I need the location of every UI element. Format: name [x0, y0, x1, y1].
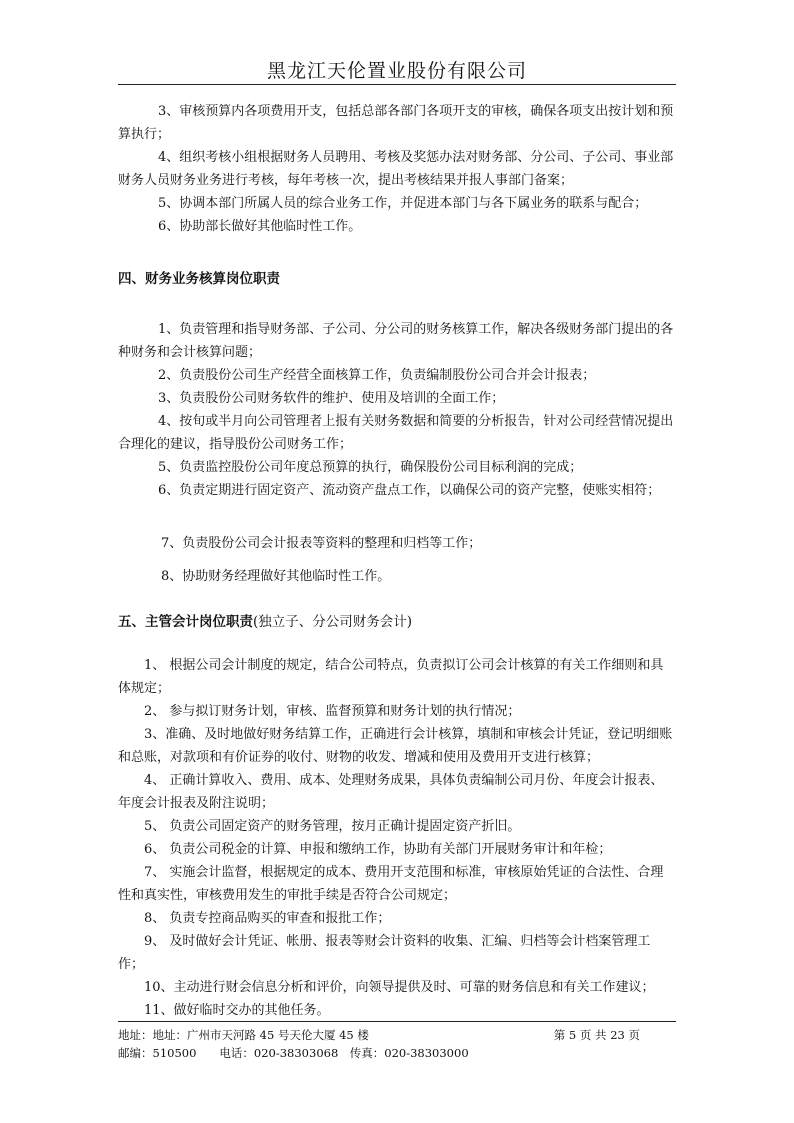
section4-list-a: [118, 318, 676, 502]
page-header-title: 黑龙江天伦置业股份有限公司: [266, 60, 527, 82]
list-item: 3、审核预算内各项费用开支，包括总部各部门各项开支的审核，确保各项支出按计划和预算执行；: [118, 104, 674, 142]
list-item: 1、 根据公司会计制度的规定，结合公司特点，负责拟订公司会计核算的有关工作细则和具体规定；: [118, 658, 664, 696]
page-number: 第 5 页 共 23 页: [553, 1028, 640, 1042]
list-item: 6、协助部长做好其他临时性工作。: [158, 219, 362, 234]
list-item: 6、负责定期进行固定资产、流动资产盘点工作，以确保公司的资产完整，使账实相符；: [158, 483, 661, 498]
list-item: 5、负责监控股份公司年度总预算的执行，确保股份公司目标利润的完成；: [158, 460, 583, 475]
page-footer: [118, 1026, 676, 1062]
list-item: 4、按旬或半月向公司管理者上报有关财务数据和简要的分析报告，针对公司经营情况提出合理化的建议，指导股份公司财务工作；: [118, 414, 674, 452]
list-item: 7、 实施会计监督，根据规定的成本、费用开支范围和标准，审核原始凭证的合法性、合理性和真实性，审核费用发生的审批手续是否符合公司规定；: [118, 865, 664, 903]
list-item: 10、主动进行财会信息分析和评价，向领导提供及时、可靠的财务信息和有关工作建议；: [144, 980, 655, 995]
section4-list-b: [118, 532, 676, 555]
footer-rule: [118, 1021, 676, 1022]
list-item: 9、 及时做好会计凭证、帐册、报表等财会计资料的收集、汇编、归档等会计档案管理工作；: [118, 934, 651, 972]
section4-list-c: [118, 565, 676, 588]
list-item: 4、组织考核小组根据财务人员聘用、考核及奖惩办法对财务部、分公司、子公司、事业部财务人员财务业务进行考核，每年考核一次，提出考核结果并报人事部门备案；: [118, 150, 674, 188]
list-item: 11、做好临时交办的其他任务。: [144, 1003, 330, 1018]
section3-continued: [118, 100, 676, 238]
section-heading-note: (独立子、分公司财务会计): [253, 614, 413, 630]
list-item: 5、 负责公司固定资产的财务管理，按月正确计提固定资产折旧。: [144, 819, 521, 834]
section5-heading-block: [118, 611, 676, 634]
list-item: 2、负责股份公司生产经营全面核算工作，负责编制股份公司合并会计报表；: [158, 368, 596, 383]
list-item: 6、 负责公司税金的计算、申报和缴纳工作，协助有关部门开展财务审计和年检；: [144, 842, 612, 857]
header-rule: [118, 84, 676, 85]
list-item: 3、准确、及时地做好财务结算工作，正确进行会计核算，填制和审核会计凭证，登记明细账和总账，对款项和有价证券的收付、财物的收发、增减和使用及费用开支进行核算；: [118, 727, 673, 765]
section4-heading-block: [118, 268, 676, 291]
section-heading: [118, 611, 676, 634]
list-item: 3、负责股份公司财务软件的维护、使用及培训的全面工作；: [158, 391, 505, 406]
list-item: 4、 正确计算收入、费用、成本、处理财务成果，具体负责编制公司月份、年度会计报表、年度会计报表及附注说明；: [118, 773, 664, 811]
list-item: 7、负责股份公司会计报表等资料的整理和归档等工作；: [161, 536, 482, 551]
section-heading-text: 五、主管会计岗位职责: [118, 614, 253, 630]
list-item: 8、 负责专控商品购买的审查和报批工作；: [144, 911, 391, 926]
list-item: 5、协调本部门所属人员的综合业务工作，并促进本部门与各下属业务的联系与配合；: [158, 196, 648, 211]
footer-address: 地址：地址：广州市天河路 45 号天伦大厦 45 楼: [118, 1028, 369, 1042]
list-item: 8、协助财务经理做好其他临时性工作。: [161, 569, 391, 584]
footer-contact: 邮编：510500 电话：020-38303068 传真：020-38303000: [118, 1046, 469, 1060]
list-item: 1、负责管理和指导财务部、子公司、分公司的财务核算工作，解决各级财务部门提出的各种财务和会计核算问题；: [118, 322, 674, 360]
footer-row-1: [118, 1026, 676, 1044]
list-item: 2、 参与拟订财务计划，审核、监督预算和财务计划的执行情况；: [144, 704, 521, 719]
section-heading: 四、财务业务核算岗位职责: [118, 271, 280, 287]
section5-list: [118, 654, 676, 1022]
